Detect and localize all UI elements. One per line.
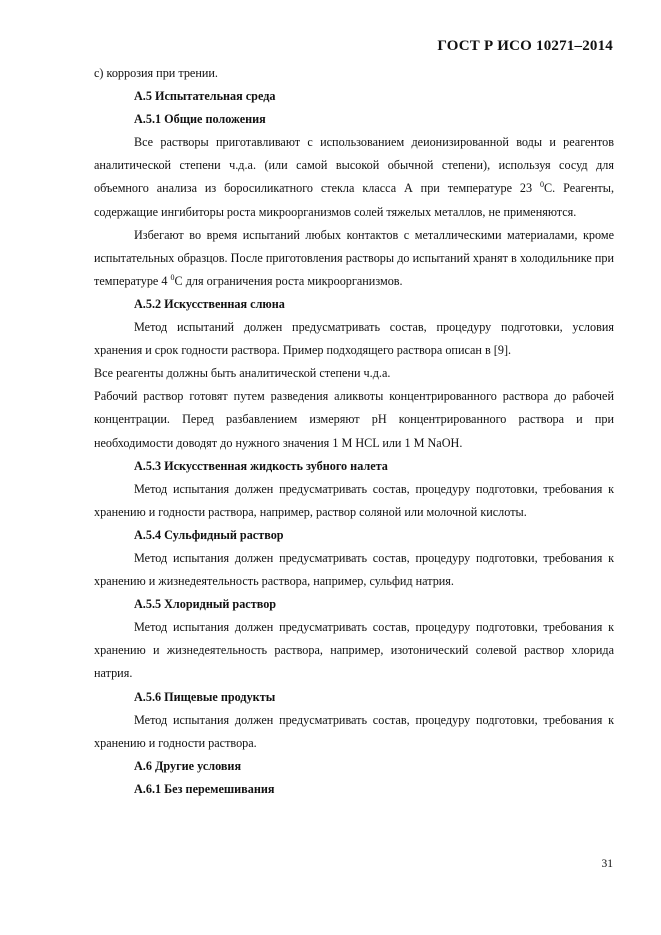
section-heading-a6: А.6 Другие условия [134,758,242,773]
section-heading-a53: А.5.3 Искусственная жидкость зубного налета [134,458,388,473]
degree-superscript: 0 [540,180,545,190]
document-body [94,62,614,801]
section-heading-a56: А.5.6 Пищевые продукты [134,689,276,704]
section-heading-a5: А.5 Испытательная среда [134,89,276,104]
section-heading-a52: А.5.2 Искусственная слюна [134,296,285,311]
paragraph-text: Избегают во время испытаний любых контактов с металлическими материалами, кроме испытательных образцов. После приготовления растворы до испытаний хранят в холодильнике при температуре 4 [94,227,614,288]
paragraph-saliva-3: Рабочий раствор готовят путем разведения аликвоты концентрированного раствора до рабочей концентрации. Перед разбавлением измеряют pH концентрированного раствора и при необходимости доводят до нужного значения 1 M HCL или 1 M NaOH. [94,389,614,450]
section-heading-a54: А.5.4 Сульфидный раствор [134,527,284,542]
paragraph-chloride: Метод испытания должен предусматривать состав, процедуру подготовки, требования к хранению и жизнедеятельность раствора, например, изотонический солевой раствор хлорида натрия. [94,620,614,681]
paragraph-sulfide: Метод испытания должен предусматривать состав, процедуру подготовки, требования к хранению и жизнедеятельность раствора, например, сульфид натрия. [94,550,614,589]
document-header: ГОСТ Р ИСО 10271–2014 [437,38,613,54]
paragraph-food: Метод испытания должен предусматривать состав, процедуру подготовки, требования к хранению и годности раствора. [94,712,614,750]
list-item-c: c) коррозия при трении. [94,66,218,80]
paragraph-text: С. Реагенты, содержащие ингибиторы роста микроорганизмов солей тяжелых металлов, не применяются. [94,181,614,219]
page-number: 31 [601,858,613,870]
degree-superscript: 0 [170,272,175,282]
paragraph-text: С для ограничения роста микроорганизмов. [174,273,403,288]
paragraph-saliva-2: Все реагенты должны быть аналитической степени ч.д.а. [94,366,391,381]
paragraph-plaque: Метод испытания должен предусматривать состав, процедуру подготовки, требования к хранению и годности раствора, например, раствор соляной или молочной кислоты. [94,481,614,519]
paragraph-general-1 [94,131,614,223]
paragraph-saliva-1: Метод испытаний должен предусматривать состав, процедуру подготовки, условия хранения и срок годности раствора. Пример подходящего раствора описан в [9]. [94,320,614,358]
section-heading-a51: А.5.1 Общие положения [134,112,266,127]
section-heading-a55: А.5.5 Хлоридный раствор [134,597,277,612]
paragraph-general-2 [94,224,614,293]
paragraph-text: Все растворы приготавливают с использованием деионизированной воды и реагентов аналитической степени ч.д.а. (или самой высокой обычной степени), используя сосуд для объемного анализа из боросиликатного стекла класса А при температуре 23 [94,135,614,196]
section-heading-a61: А.6.1 Без перемешивания [134,781,275,796]
